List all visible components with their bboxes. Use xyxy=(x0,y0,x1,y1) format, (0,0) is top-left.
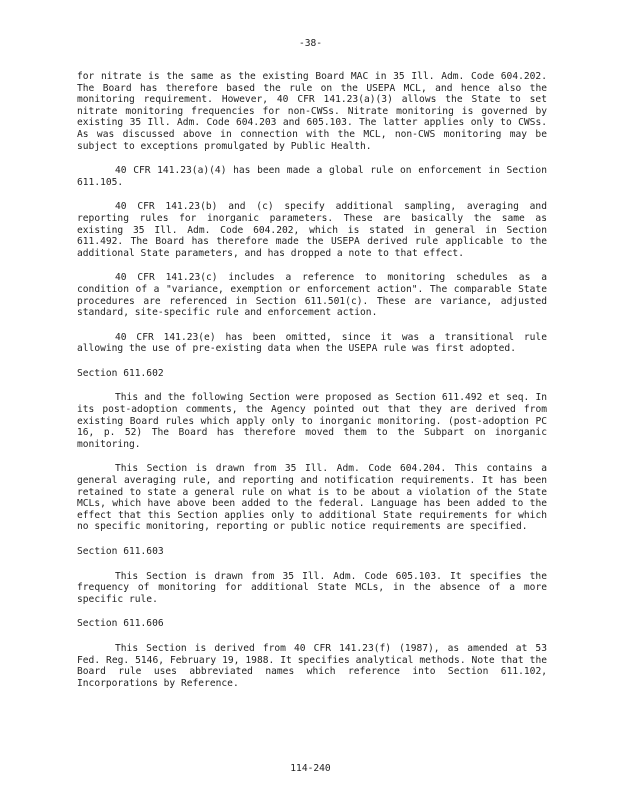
section-heading: Section 611.602 xyxy=(77,367,164,379)
section-heading: Section 611.606 xyxy=(77,618,164,630)
paragraph: This Section is drawn from 35 Ill. Adm. Code 605.103. It specifies the frequency of monitoring for additional State MCLs, in the absence of a more specific rule. xyxy=(77,570,547,605)
paragraph: 40 CFR 141.23(c) includes a reference to monitoring schedules as a condition of a "variance, exemption or enforcement action". The comparable State procedures are referenced in Section 611.501(c). These are variance, adjusted standard, site-specific rule and enforcement action. xyxy=(77,272,547,319)
paragraph: This Section is drawn from 35 Ill. Adm. Code 604.204. This contains a general averaging rule, and reporting and notification requirements. It has been retained to state a general rule on what is to be about a violation of the State MCLs, which have above been added to the federal. Language has been added to the effect that this Section applies only to additional State requirements for which no specific monitoring, reporting or public notice requirements are specified. xyxy=(77,463,547,533)
footer-page-id: 114-240 xyxy=(290,763,331,774)
paragraph: This Section is derived from 40 CFR 141.23(f) (1987), as amended at 53 Fed. Reg. 5146, February 19, 1988. It specifies analytical methods. Note that the Board rule uses abbreviated names which reference into Section 611.102, Incorporations by Reference. xyxy=(77,642,547,689)
page-number: -38- xyxy=(298,38,323,49)
paragraph: 40 CFR 141.23(b) and (c) specify additional sampling, averaging and reporting rules for inorganic parameters. These are basically the same as existing 35 Ill. Adm. Code 604.202, which is stated in general in Section 611.492. The Board has therefore made the USEPA derived rule applicable to the additional State parameters, and has dropped a note to that effect. xyxy=(77,201,547,259)
section-heading: Section 611.603 xyxy=(77,546,164,557)
paragraph: 40 CFR 141.23(a)(4) has been made a global rule on enforcement in Section 611.105. xyxy=(77,165,547,188)
paragraph: 40 CFR 141.23(e) has been omitted, since it was a transitional rule allowing the use of pre-existing data when the USEPA rule was first adopted. xyxy=(77,331,547,355)
document-body xyxy=(77,71,547,702)
paragraph: for nitrate is the same as the existing Board MAC in 35 Ill. Adm. Code 604.202. The Board has therefore based the rule on the USEPA MCL, and hence also the monitoring requirement. However, 40 CFR 141.23(a)(3) allows the State to set nitrate monitoring frequencies for non-CWSs. Nitrate monitoring is governed by existing 35 Ill. Adm. Code 604.203 and 605.103. The latter applies only to CWSs. As was discussed above in connection with the MCL, non-CWS monitoring may be subject to exceptions promulgated by Public Health. xyxy=(77,71,547,152)
paragraph: This and the following Section were proposed as Section 611.492 et seq. In its post-adoption comments, the Agency pointed out that they are derived from existing Board rules which apply only to inorganic monitoring. (post-adoption PC 16, p. 52) The Board has therefore moved them to the Subpart on inorganic monitoring. xyxy=(77,392,547,450)
